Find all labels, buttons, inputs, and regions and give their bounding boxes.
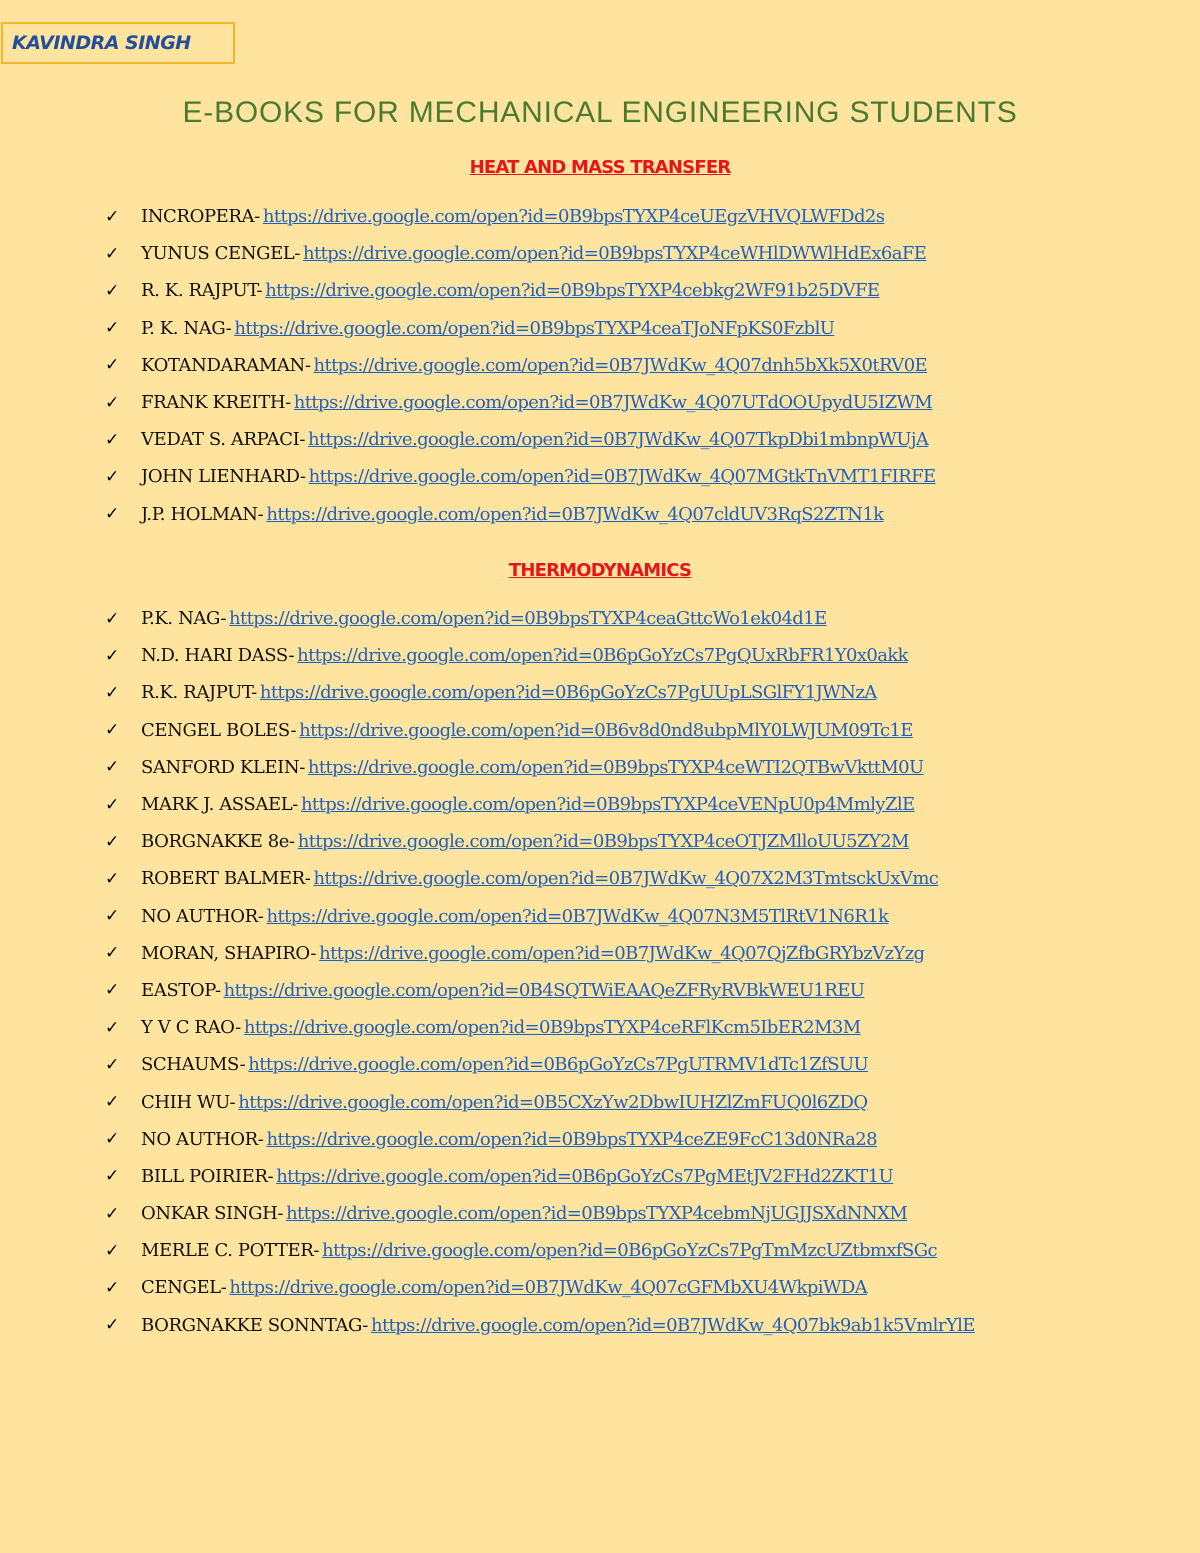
book-list-item [105, 310, 936, 347]
book-list-item [105, 823, 975, 860]
book-list-item [105, 712, 975, 749]
book-download-link[interactable]: https://drive.google.com/open?id=0B9bpsTYXP4ceOTJZMlloUU5ZY2M [297, 831, 909, 853]
book-list-item [105, 1195, 975, 1232]
book-download-link[interactable]: https://drive.google.com/open?id=0B6pGoYzCs7PgUUpLSGlFY1JWNzA [259, 682, 877, 704]
checkmark-icon: ✓ [105, 794, 120, 815]
book-list-item [105, 637, 975, 674]
book-list-item [105, 860, 975, 897]
book-author: JOHN LIENHARD- [141, 466, 306, 488]
checkmark-icon: ✓ [105, 831, 120, 852]
book-download-link[interactable]: https://drive.google.com/open?id=0B9bpsTYXP4ceUEgzVHVQLWFDd2s [262, 206, 885, 228]
book-download-link[interactable]: https://drive.google.com/open?id=0B9bpsTYXP4cebkg2WF91b25DVFE [265, 280, 880, 302]
book-download-link[interactable]: https://drive.google.com/open?id=0B4SQTWiEAAQeZFRyRVBkWEU1REU [223, 979, 865, 1001]
book-author: KOTANDARAMAN- [141, 354, 311, 376]
book-author: ROBERT BALMER- [141, 868, 311, 890]
book-author: ONKAR SINGH- [141, 1203, 284, 1225]
book-list-item [105, 347, 936, 384]
book-list-item [105, 1083, 975, 1120]
checkmark-icon: ✓ [105, 1315, 120, 1336]
book-list-item [105, 272, 936, 309]
checkmark-icon: ✓ [105, 943, 120, 964]
author-name-box [1, 22, 235, 64]
book-download-link[interactable]: https://drive.google.com/open?id=0B6pGoYzCs7PgQUxRbFR1Y0x0akk [297, 645, 908, 667]
checkmark-icon: ✓ [105, 1277, 120, 1298]
checkmark-icon: ✓ [105, 868, 120, 889]
book-author: SCHAUMS- [141, 1054, 246, 1076]
book-download-link[interactable]: https://drive.google.com/open?id=0B7JWdKw_4Q07dnh5bXk5X0tRV0E [313, 354, 928, 376]
book-author: INCROPERA- [141, 206, 260, 228]
book-download-link[interactable]: https://drive.google.com/open?id=0B9bpsTYXP4ceaGttcWo1ek04d1E [229, 608, 827, 630]
book-download-link[interactable]: https://drive.google.com/open?id=0B7JWdKw_4Q07bk9ab1k5VmlrYlE [370, 1314, 975, 1336]
book-list-item [105, 1232, 975, 1269]
book-list-item [105, 421, 936, 458]
book-download-link[interactable]: https://drive.google.com/open?id=0B9bpsTYXP4cebmNjUGJJSXdNNXM [286, 1203, 908, 1225]
book-download-link[interactable]: https://drive.google.com/open?id=0B7JWdKw_4Q07X2M3TmtsckUxVmc [313, 868, 939, 890]
checkmark-icon: ✓ [105, 645, 120, 666]
book-list-item [105, 1009, 975, 1046]
book-download-link[interactable]: https://drive.google.com/open?id=0B9bpsTYXP4ceRFlKcm5IbER2M3M [243, 1017, 861, 1039]
book-download-link[interactable]: https://drive.google.com/open?id=0B5CXzYw2DbwIUHZlZmFUQ0l6ZDQ [238, 1091, 868, 1113]
book-author: VEDAT S. ARPACI- [141, 429, 306, 451]
checkmark-icon: ✓ [105, 682, 120, 703]
checkmark-icon: ✓ [105, 466, 120, 487]
book-download-link[interactable]: https://drive.google.com/open?id=0B7JWdKw_4Q07cGFMbXU4WkpiWDA [229, 1277, 868, 1299]
checkmark-icon: ✓ [105, 243, 120, 264]
checkmark-icon: ✓ [105, 429, 120, 450]
book-author: EASTOP- [141, 979, 221, 1001]
book-author: BORGNAKKE 8e- [141, 831, 295, 853]
book-author: YUNUS CENGEL- [141, 243, 301, 265]
book-download-link[interactable]: https://drive.google.com/open?id=0B7JWdKw_4Q07MGtkTnVMT1FIRFE [308, 466, 936, 488]
book-list-heat-mass-transfer [105, 198, 936, 533]
book-list-item [105, 600, 975, 637]
book-author: FRANK KREITH- [141, 392, 291, 414]
book-list-item [105, 972, 975, 1009]
book-list-item [105, 1121, 975, 1158]
book-list-item [105, 935, 975, 972]
book-download-link[interactable]: https://drive.google.com/open?id=0B9bpsTYXP4ceWTI2QTBwVkttM0U [307, 756, 924, 778]
document-title: E-BOOKS FOR MECHANICAL ENGINEERING STUDENTS [182, 96, 1018, 129]
checkmark-icon: ✓ [105, 206, 120, 227]
checkmark-icon: ✓ [105, 280, 120, 301]
book-author: BORGNAKKE SONNTAG- [141, 1314, 368, 1336]
book-author: P.K. NAG- [141, 608, 227, 630]
book-author: MERLE C. POTTER- [141, 1240, 320, 1262]
section-heading-heat-mass-transfer: HEAT AND MASS TRANSFER [469, 157, 731, 178]
checkmark-icon: ✓ [105, 757, 120, 778]
book-download-link[interactable]: https://drive.google.com/open?id=0B9bpsTYXP4ceaTJoNFpKS0FzblU [234, 317, 835, 339]
book-list-item [105, 1158, 975, 1195]
checkmark-icon: ✓ [105, 504, 120, 525]
book-author: NO AUTHOR- [141, 905, 264, 927]
book-list-item [105, 384, 936, 421]
checkmark-icon: ✓ [105, 1092, 120, 1113]
book-author: SANFORD KLEIN- [141, 756, 305, 778]
checkmark-icon: ✓ [105, 1203, 120, 1224]
book-author: R. K. RAJPUT- [141, 280, 263, 302]
book-author: BILL POIRIER- [141, 1165, 274, 1187]
book-list-thermodynamics [105, 600, 975, 1344]
book-list-item [105, 749, 975, 786]
checkmark-icon: ✓ [105, 355, 120, 376]
book-author: MARK J. ASSAEL- [141, 794, 298, 816]
checkmark-icon: ✓ [105, 318, 120, 339]
book-list-item [105, 674, 975, 711]
book-list-item [105, 898, 975, 935]
checkmark-icon: ✓ [105, 1054, 120, 1075]
book-download-link[interactable]: https://drive.google.com/open?id=0B7JWdKw_4Q07cldUV3RqS2ZTN1k [266, 503, 884, 525]
book-author: CHIH WU- [141, 1091, 236, 1113]
checkmark-icon: ✓ [105, 608, 120, 629]
checkmark-icon: ✓ [105, 1017, 120, 1038]
book-list-item [105, 1307, 975, 1344]
book-download-link[interactable]: https://drive.google.com/open?id=0B9bpsTYXP4ceWHlDWWlHdEx6aFE [303, 243, 927, 265]
book-list-item [105, 235, 936, 272]
section-heading-thermodynamics: THERMODYNAMICS [508, 560, 692, 581]
checkmark-icon: ✓ [105, 1240, 120, 1261]
checkmark-icon: ✓ [105, 720, 120, 741]
book-download-link[interactable]: https://drive.google.com/open?id=0B6pGoYzCs7PgMEtJV2FHd2ZKT1U [276, 1165, 894, 1187]
book-list-item [105, 786, 975, 823]
book-author: CENGEL BOLES- [141, 719, 297, 741]
book-author: J.P. HOLMAN- [141, 503, 264, 525]
book-download-link[interactable]: https://drive.google.com/open?id=0B7JWdKw_4Q07N3M5TlRtV1N6R1k [266, 905, 889, 927]
book-download-link[interactable]: https://drive.google.com/open?id=0B9bpsTYXP4ceVENpU0p4MmlyZlE [300, 794, 915, 816]
book-download-link[interactable]: https://drive.google.com/open?id=0B6pGoYzCs7PgTmMzcUZtbmxfSGc [322, 1240, 937, 1262]
book-download-link[interactable]: https://drive.google.com/open?id=0B7JWdKw_4Q07UTdOOUpydU5IZWM [293, 392, 933, 414]
checkmark-icon: ✓ [105, 392, 120, 413]
book-download-link[interactable]: https://drive.google.com/open?id=0B6pGoYzCs7PgUTRMV1dTc1ZfSUU [248, 1054, 869, 1076]
book-list-item [105, 198, 936, 235]
book-author: NO AUTHOR- [141, 1128, 264, 1150]
book-author: N.D. HARI DASS- [141, 645, 295, 667]
book-list-item [105, 496, 936, 533]
book-list-item [105, 1046, 975, 1083]
author-name: KAVINDRA SINGH [12, 32, 191, 54]
book-download-link[interactable]: https://drive.google.com/open?id=0B9bpsTYXP4ceZE9FcC13d0NRa28 [266, 1128, 877, 1150]
book-list-item [105, 458, 936, 495]
checkmark-icon: ✓ [105, 980, 120, 1001]
book-list-item [105, 1269, 975, 1306]
book-download-link[interactable]: https://drive.google.com/open?id=0B6v8d0nd8ubpMlY0LWJUM09Tc1E [299, 719, 913, 741]
book-download-link[interactable]: https://drive.google.com/open?id=0B7JWdKw_4Q07TkpDbi1mbnpWUjA [308, 429, 929, 451]
book-author: CENGEL- [141, 1277, 227, 1299]
book-author: MORAN, SHAPIRO- [141, 942, 317, 964]
checkmark-icon: ✓ [105, 1129, 120, 1150]
checkmark-icon: ✓ [105, 906, 120, 927]
book-author: P. K. NAG- [141, 317, 232, 339]
book-download-link[interactable]: https://drive.google.com/open?id=0B7JWdKw_4Q07QjZfbGRYbzVzYzg [319, 942, 925, 964]
book-author: Y V C RAO- [141, 1017, 241, 1039]
book-author: R.K. RAJPUT- [141, 682, 257, 704]
checkmark-icon: ✓ [105, 1166, 120, 1187]
